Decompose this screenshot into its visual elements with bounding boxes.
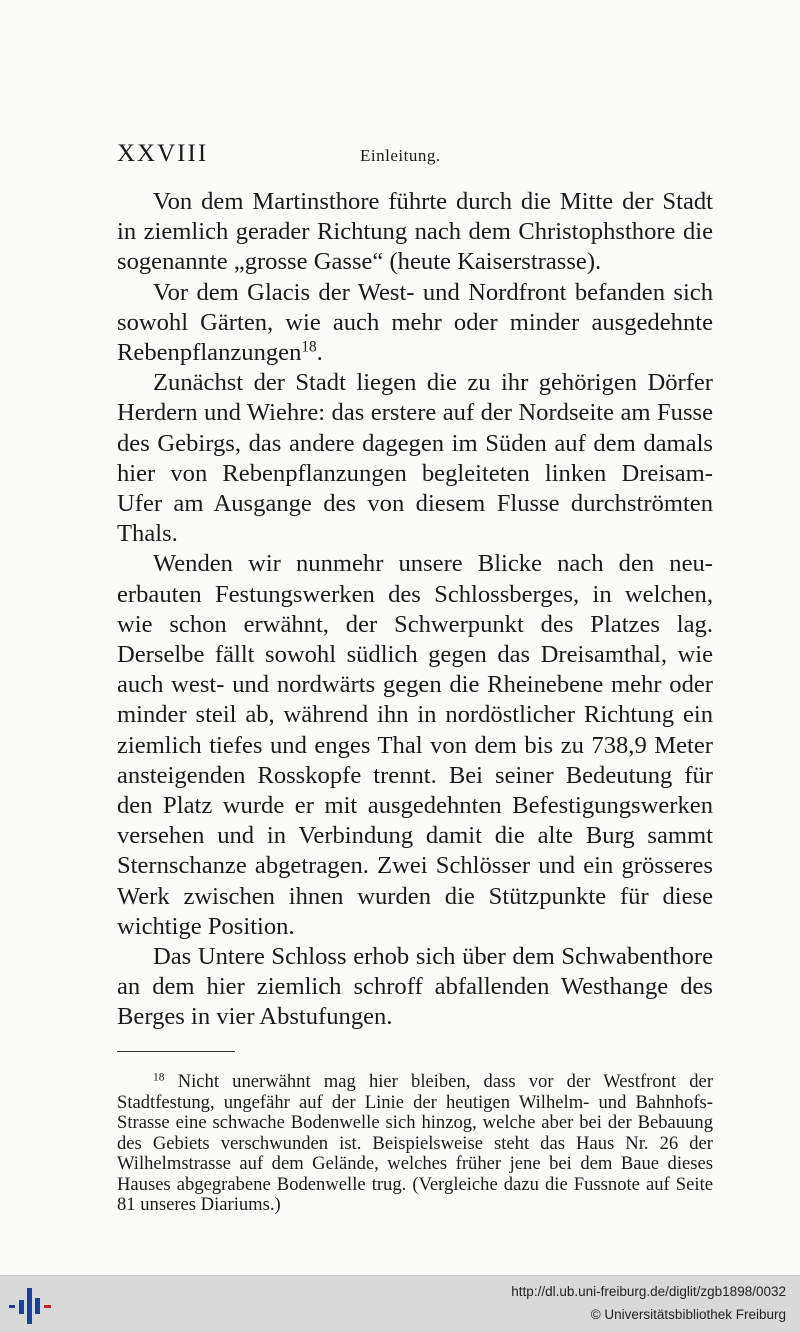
paragraph: Wenden wir nunmehr unsere Blicke nach den neuerbauten Festungswerken des Schlossberges, in welchen, wie schon erwähnt, der Schwerpunkt des Platzes lag. Derselbe fällt sowohl südlich gegen das Dreisamthal, wie auch west- und nordwärts gegen die Rheinebene mehr oder minder steil ab, während ihn in nordöstlicher Richtung ein ziemlich tiefes und enges Thal von dem bis zu 738,9 Meter ansteigenden Rosskopfe trennt. Bei seiner Bedeutung für den Platz wurde er mit ausgedehnten Befestigungswerken versehen und in Verbindung damit die alte Burg sammt Sternschanze abgetragen. Zwei Schlösser und ein grösseres Werk zwischen ihnen wurden die Stützpunkte für diese wichtige Position. (117, 550, 713, 940)
footnote-divider (117, 1051, 235, 1052)
paragraph (117, 278, 713, 369)
body-text (117, 187, 713, 1033)
viewer-footer-bar (0, 1275, 800, 1332)
footnote-reference-suffix: . (316, 339, 323, 367)
copyright-notice: © Universitätsbibliothek Freiburg (590, 1307, 786, 1322)
library-logo-icon[interactable] (7, 1286, 53, 1326)
page-number: XXVIII (117, 140, 209, 167)
paragraph: Von dem Martinsthore führte durch die Mitte der Stadt in ziemlich gerader Richtung nach dem Christophsthore die sogenannte „grosse Gasse“ (heute Kaiserstrasse). (117, 188, 713, 276)
paragraph-text: Vor dem Glacis der West- und Nordfront befanden sich sowohl Gärten, wie auch mehr oder minder ausgedehnte Rebenpflanzungen (117, 278, 713, 367)
permalink-url[interactable]: http://dl.ub.uni-freiburg.de/diglit/zgb1898/0032 (511, 1284, 786, 1299)
footnote (117, 1072, 713, 1216)
footnote-marker: 18 (153, 1071, 165, 1084)
paragraph: Zunächst der Stadt liegen die zu ihr gehörigen Dörfer Herdern und Wiehre: das erstere auf der Nordseite am Fusse des Gebirgs, das andere dagegen im Süden auf dem damals hier von Rebenpflanzungen begleiteten linken Dreisam-Ufer am Ausgange des von diesem Flusse durchströmten Thals. (117, 369, 713, 548)
page-header (117, 140, 713, 176)
footnote-reference[interactable]: 18 (301, 338, 317, 356)
running-head: Einleitung. (360, 146, 441, 165)
paragraph: Das Untere Schloss erhob sich über dem Schwabenthore an dem hier ziemlich schroff abfallenden Westhange des Berges in vier Abstufungen. (117, 943, 713, 1031)
footnote-text: Nicht unerwähnt mag hier bleiben, dass vor der Westfront der Stadtfestung, ungefähr auf der Linie der heutigen Wilhelm- und Bahnhofs-Strasse eine schwache Bodenwelle sich hinzog, welche aber bei der Bebauung des Gebiets verschwunden ist. Beispielsweise steht das Haus Nr. 26 der Wilhelmstrasse auf dem Gelände, welches früher jene bei dem Baue dieses Hauses abgegrabene Bodenwelle trug. (Vergleiche dazu die Fussnote auf Seite 81 unseres Diariums.) (117, 1071, 714, 1215)
